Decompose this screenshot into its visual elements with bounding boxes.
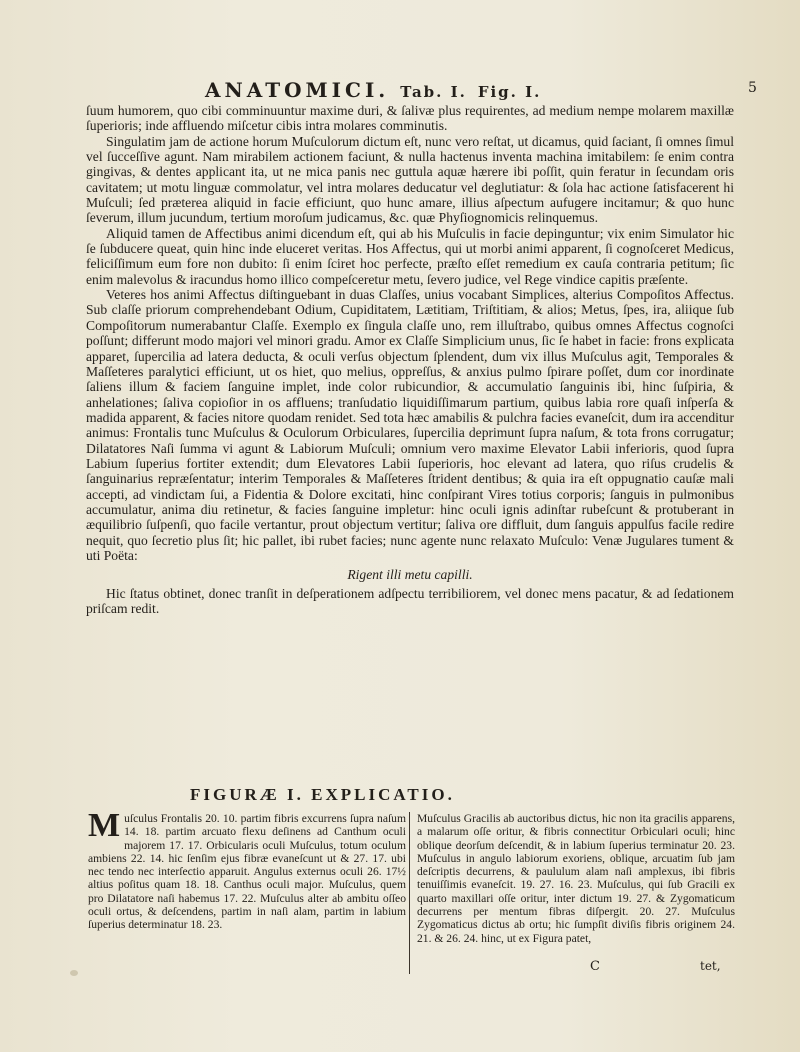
paragraph: Aliquid tamen de Affectibus animi dicendum eſt, qui ab his Muſculis in facie depinguntur; vix enim Simulator hic ſe ſubducere queat, quin hinc inde eluceret veritas. Hos Affectus, qui ut morbi animi apparent, ſi cognoſceret Medicus, feliciſſimum eum fore non dubito: ſi enim ſciret hoc perfecte, præſto eſſet remedium ex cauſa contraria petitum; ſic enim malevolus & iracundus homo illico compeſceretur metu, ſevero judice, vel Rege vindice capitis præſente. <box>86 225 734 287</box>
paragraph: Veteres hos animi Affectus diſtinguebant in duas Claſſes, unius vocabant Simplices, alterius Compoſitos Affectus. Sub claſſe priorum comprehendebant Odium, Cupiditatem, Lætitiam, Triſtitiam, & alios; Metus, ſpes, ira, aliique ſub Compoſitorum numerabantur Claſſe. Exemplo ex ſingula claſſe uno, rem illuſtrabo, quibus omnes Affectus cognoſci poſſunt; differunt modo majori vel minori gradu. Amor ex Claſſe Simplicium unus, ſic ſe habet in facie: frons explicata apparet, ſupercilia ad latera deducta, & oculi verſus objectum ſplendent, dum vix illus Muſculus agit, Temporales & Maſſeteres paralytici efficiunt, ut os hiet, quo melius, oppreſſus, & anxius pulmo ſpirare poſſet, dum cor inordinate ſaliens illum & faciem ſanguine implet, inde color rubicundior, & accumulatio ſanguinis ibi, hinc ſuſpiria, & anhelationes; ſaliva copioſior in os affluens; tranſudatio liquidiſſimarum partium, quibus labia rore quaſi inſperſa & madida apparent, & facies nitore quodam renidet. Sed tota hæc amabilis & pulchra facies evaneſcit, dum ira accenditur animus: Frontalis tunc Muſculus & Oculorum Orbiculares, ſupercilia deprimunt ſupra naſum, & tota frons corrugatur; Dilatatores Naſi ſumma vi agunt & Labiorum Muſculi; omnium vero maxime Elevator Labii inferioris, quod ſupra Labium ſuperius fortiter extendit; dum Elevatores Labii ſuperioris, hoc elevant ad latera, quo riſus crudelis & ſanguinarius repræſentatur; interim Temporales & Maſſeteres ſtrident dentibus; & quia ira eſt oppugnatio cauſæ mali accepti, ad vindictam ſui, a Fidentia & Dolore excitati, hinc conſpirant Vires totius corporis; ſanguis in pulmonibus accumulatur, anima diu retinetur, & facies ſanguine impletur: hinc oculi ignis adinſtar rubeſcunt & protuberant in æquilibrio ſuſpenſi, quo facile vertantur, prout objectum vertitur; ſaliva ore diffluit, dum ſanguis appulſus facile redire nequit, quo ſecretio plus ſit; hic pallet, ibi rubet facies; nunc agente nunc relaxato Muſculo: Venæ Jugulares tument & uti Poëta: <box>86 287 734 563</box>
paragraph: Hic ſtatus obtinet, donec tranſit in deſperationem adſpectu terribiliorem, vel donec mens pacatur, & ad ſedationem priſcam redit. <box>86 585 734 616</box>
paper-stain <box>70 970 78 976</box>
running-head-title: ANATOMICI. <box>205 78 390 102</box>
explanation-left-column <box>88 807 406 932</box>
signature-mark: C <box>590 959 600 974</box>
paragraph: ſuum humorem, quo cibi comminuuntur maxime duri, & ſalivæ plus requirentes, ad medium nempe molarem maxillæ ſuperioris; inde affluendo miſcetur cibis intra molares comminutis. <box>86 103 734 134</box>
body-text <box>86 103 734 616</box>
verse-quote: Rigent illi metu capilli. <box>347 567 473 583</box>
catchword: tet, <box>700 959 721 973</box>
figure-explanation-heading: FIGURÆ I. EXPLICATIO. <box>190 785 455 804</box>
running-head-figure: Fig. I. <box>477 83 542 101</box>
left-column-text: uſculus Frontalis 20. 10. partim fibris excurrens ſupra naſum 14. 18. partim arcuato flexu deſinens ad Canthum oculi majorem 17. 17. Orbicularis oculi Muſculus, totum oculum ambiens 22. 14. hic ſenſim ejus fibræ evaneſcunt ut & 27. 17. ubi nec tendo nec interſectio apparuit. Angulus externus oculi 26. 17½ altius poſitus quam 18. 18. Canthus oculi major. Muſculus, quem pro Dilatatore naſi habemus 17. 22. Muſculus alter ab ambitu oſſeo oculi ortus, & deſcendens, partim in naſi alam, partim in labium ſuperius determinatur 18. 23. <box>88 812 406 932</box>
drop-cap: M <box>88 807 121 844</box>
running-head <box>205 78 625 102</box>
running-head-table: Tab. I. <box>400 83 467 101</box>
column-divider <box>409 812 410 974</box>
page-number: 5 <box>748 80 757 96</box>
right-column-text: Muſculus Gracilis ab auctoribus dictus, hic non ita gracilis apparens, a malarum oſſe oritur, & fibris connectitur Orbiculari oculi; hinc oblique deorſum deſcendit, & in labium ſuperius terminatur 20. 23. Muſculus in angulo labiorum exoriens, oblique, arcuatim ſub jam deſcriptis decurrens, & paululum alam naſi amplexus, ibi fibris tenuiſſimis evaneſcit. 19. 27. 16. 23. Muſculus, qui ſub Gracili ex quarto maxillari oſſe oritur, inter dictum 19. 27. & Zygomaticum decurrens per mentum fibras diſpergit. 20. 27. Muſculus Zygomaticus dictus ab ortu; hic ſumpſit diviſis fibris originem 24. 21. & 26. 24. hinc, ut ex Figura patet, <box>417 812 735 945</box>
explanation-right-column <box>417 812 735 945</box>
paragraph: Singulatim jam de actione horum Muſculorum dictum eſt, nunc vero reſtat, ut dicamus, quid ſaciant, ſi omnes ſimul vel ſucceſſive agunt. Nam mirabilem actionem faciunt, & nulla hactenus inventa machina imitabilem: ſe enim contra gingivas, & dentes applicant ita, ut ne mica panis nec guttula aquæ hærere ibi poſſit, quin feratur in ſecundam oris cavitatem; ut motu linguæ commolatur, vel intra molares deducatur vel deglutiatur: & ſola hac actione ſatisfacerent hi Muſculi; ſed præterea aliquid in facie efficiunt, quo hunc amare, illius aſpectum aufugere incitamur; & quo hunc ſeverum, illum jucundum, tertium moroſum judicamus, &c. quæ Phyſiognomicis relinquemus. <box>86 133 734 226</box>
